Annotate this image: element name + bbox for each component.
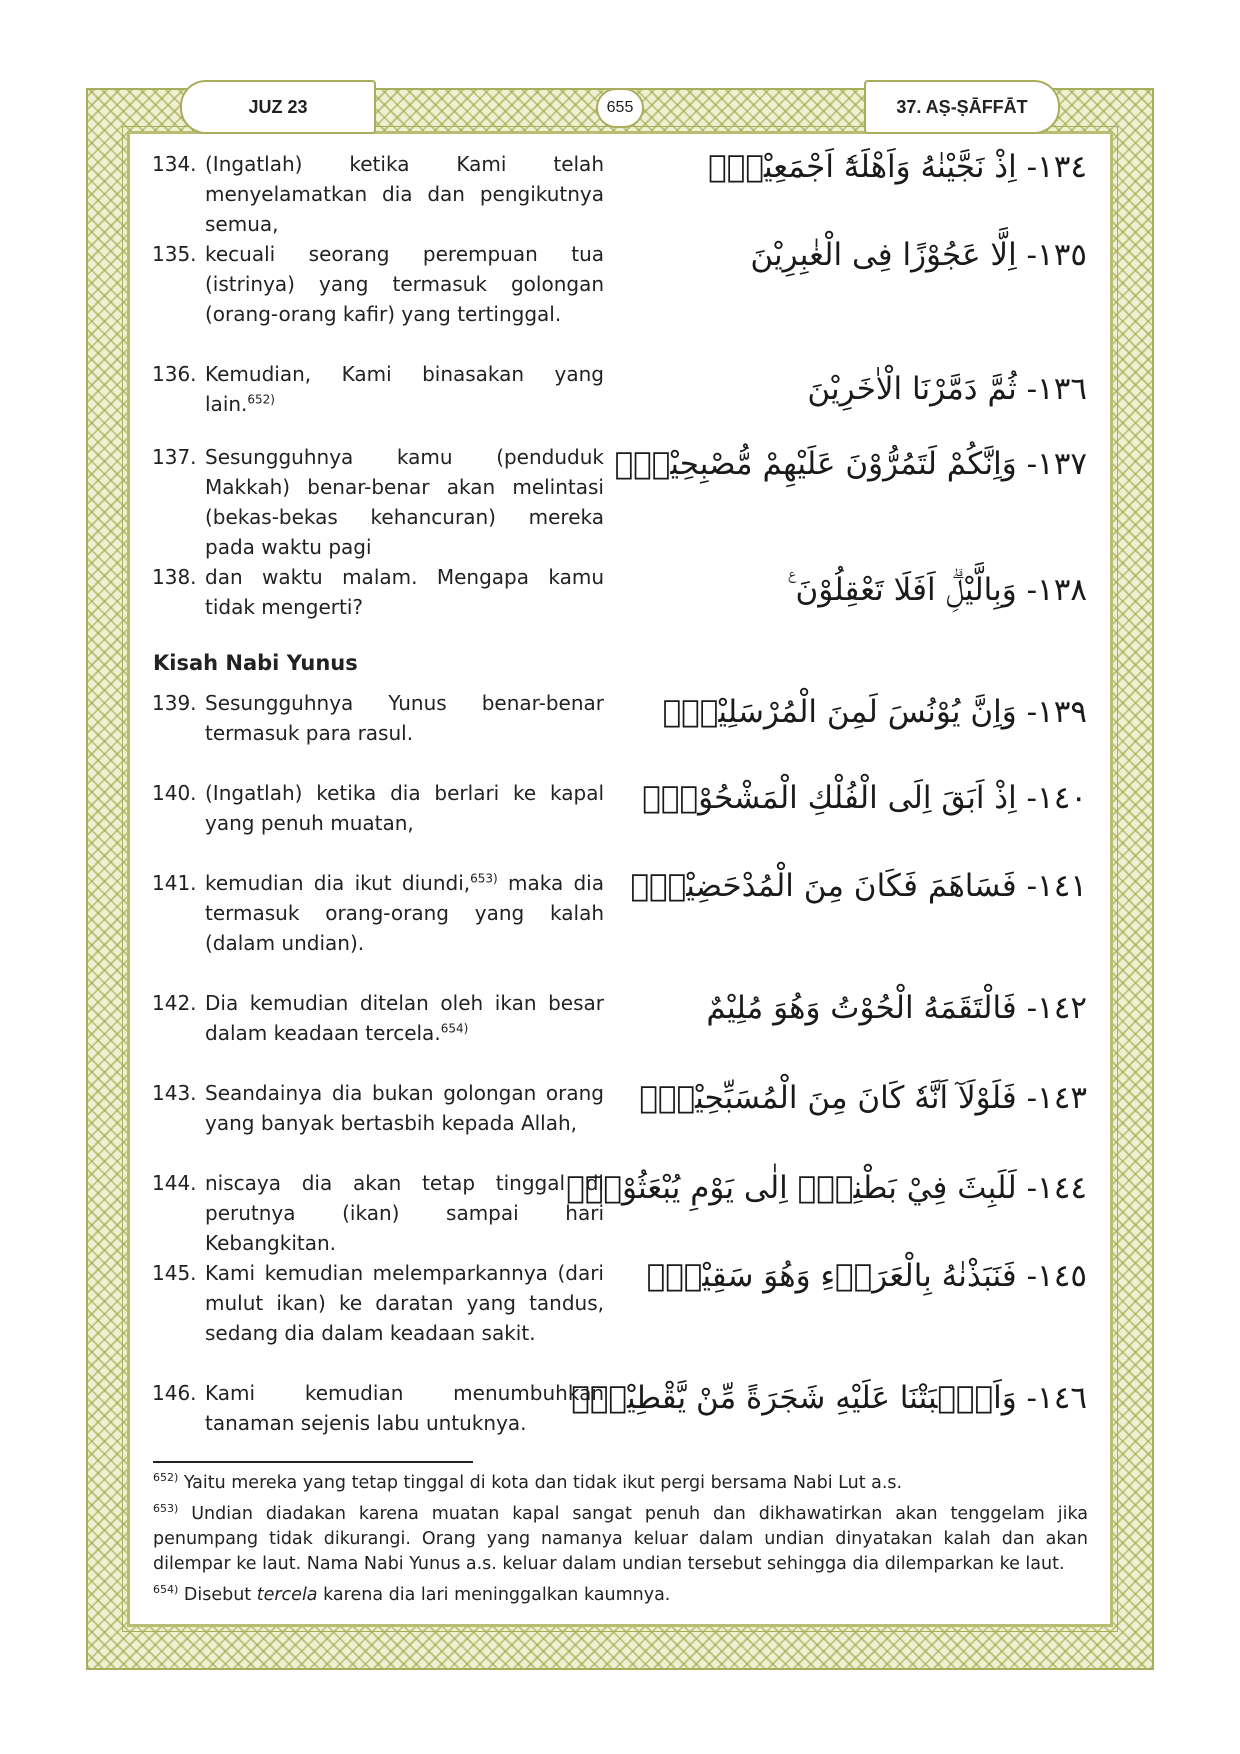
verse-translation: [152, 688, 604, 748]
verse-number: 140.: [152, 781, 197, 805]
verse-number: 138.: [152, 565, 197, 589]
verse-text: Sesungguhnya Yunus benar-benar termasuk para rasul.: [205, 691, 604, 745]
verse-number: 137.: [152, 445, 197, 469]
verse-translation: [152, 1258, 604, 1348]
arabic-verse: ١٣٨- وَبِالَّيْلِۗ اَفَلَا تَعْقِلُوْنَ ࣖ: [787, 572, 1087, 608]
verse-number: 145.: [152, 1261, 197, 1285]
verse-translation: [152, 442, 604, 562]
verse-translation: [152, 562, 604, 622]
verse-translation: [152, 868, 604, 958]
arabic-verse: ١٤٥- فَنَبَذْنٰهُ بِالْعَرَاۤءِ وَهُوَ سَقِيْمٌۚ: [646, 1258, 1087, 1294]
verse-text-continued: maka dia termasuk orang-orang yang kalah (dalam undian).: [205, 871, 604, 955]
footnote-654: [153, 1583, 1088, 1608]
verse-translation: [152, 1168, 604, 1258]
verse-number: 142.: [152, 991, 197, 1015]
section-heading: Kisah Nabi Yunus: [153, 651, 358, 675]
footnote-number: 654): [153, 1583, 179, 1597]
footnote-text-continued: karena dia lari meninggalkan kaumnya.: [317, 1585, 671, 1605]
verse-text: (Ingatlah) ketika dia berlari ke kapal yang penuh muatan,: [205, 781, 604, 835]
verse-number: 134.: [152, 152, 197, 176]
verse-number: 143.: [152, 1081, 197, 1105]
verse-translation: [152, 778, 604, 838]
juz-label: JUZ 23: [180, 80, 376, 134]
page-number: 655: [596, 88, 644, 128]
verse-number: 146.: [152, 1381, 197, 1405]
arabic-verse: ١٤١- فَسَاهَمَ فَكَانَ مِنَ الْمُدْحَضِيْنَۚ: [630, 868, 1087, 904]
arabic-verse: ١٣٩- وَاِنَّ يُوْنُسَ لَمِنَ الْمُرْسَلِيْنَۗ: [662, 694, 1087, 730]
verse-translation: [152, 1078, 604, 1138]
footnote-emphasis: tercela: [256, 1585, 318, 1605]
verse-number: 135.: [152, 242, 197, 266]
arabic-verse: ١٣٥- اِلَّا عَجُوْزًا فِى الْغٰبِرِيْنَ: [750, 237, 1087, 273]
footnote-number: 653): [153, 1502, 179, 1516]
footnote-text: Undian diadakan karena muatan kapal sangat penuh dan dikhawatirkan akan tenggelam jika penumpang tidak dikurangi. Orang yang namanya keluar dalam undian dinyatakan kalah dan akan dilempar ke laut. Nama Nabi Yunus a.s. keluar dalam undian tersebut sehingga dia dilemparkan ke laut.: [153, 1504, 1088, 1574]
verse-text: dan waktu malam. Mengapa kamu tidak mengerti?: [205, 565, 604, 619]
verse-translation: [152, 359, 604, 419]
arabic-verse: ١٤٠- اِذْ اَبَقَ اِلَى الْفُلْكِ الْمَشْحُوْنِۙ: [642, 780, 1087, 816]
verse-translation: [152, 988, 604, 1048]
arabic-verse: ١٤٤- لَلَبِثَ فِيْ بَطْنِهٖٓ اِلٰى يَوْمِ يُبْعَثُوْنَۚ: [566, 1170, 1087, 1206]
footnote-ref: 654): [440, 1021, 469, 1036]
footnote-number: 652): [153, 1471, 179, 1485]
verse-text: (Ingatlah) ketika Kami telah menyelamatkan dia dan pengikutnya semua,: [205, 152, 604, 236]
footnote-text: Yaitu mereka yang tetap tinggal di kota dan tidak ikut pergi bersama Nabi Lut a.s.: [183, 1473, 903, 1493]
arabic-verse: ١٣٧- وَاِنَّكُمْ لَتَمُرُّوْنَ عَلَيْهِمْ مُّصْبِحِيْنَۙ: [614, 446, 1087, 482]
verse-translation: [152, 239, 604, 329]
verse-text: kemudian dia ikut diundi,: [205, 871, 471, 895]
footnote-652: [153, 1471, 1088, 1496]
verse-number: 141.: [152, 871, 197, 895]
verse-number: 144.: [152, 1171, 197, 1195]
footnote-ref: 652): [247, 392, 275, 407]
verse-translation: [152, 1378, 604, 1438]
footnote-text: Disebut: [183, 1585, 257, 1605]
arabic-verse: ١٣٦- ثُمَّ دَمَّرْنَا الْاٰخَرِيْنَ: [807, 371, 1087, 407]
verse-translation: [152, 149, 604, 239]
verse-number: 139.: [152, 691, 197, 715]
arabic-verse: ١٣٤- اِذْ نَجَّيْنٰهُ وَاَهْلَهٗٓ اَجْمَعِيْنَۙ: [708, 149, 1087, 185]
footnote-divider: [153, 1461, 473, 1463]
footnote-ref: 653): [470, 871, 498, 886]
verse-text: Kami kemudian melemparkannya (dari mulut ikan) ke daratan yang tandus, sedang dia dalam keadaan sakit.: [205, 1261, 604, 1345]
footnote-653: [153, 1502, 1088, 1577]
surah-label: 37. AṢ-ṢĀFFĀT: [864, 80, 1060, 134]
verse-text: kecuali seorang perempuan tua (istrinya) yang termasuk golongan (orang-orang kafir) yang tertinggal.: [205, 242, 604, 326]
verse-text: Seandainya dia bukan golongan orang yang banyak bertasbih kepada Allah,: [205, 1081, 604, 1135]
verse-text: Kami kemudian menumbuhkan tanaman sejenis labu untuknya.: [205, 1381, 604, 1435]
verse-number: 136.: [152, 362, 197, 386]
arabic-verse: ١٤٢- فَالْتَقَمَهُ الْحُوْتُ وَهُوَ مُلِيْمٌ: [706, 990, 1087, 1026]
arabic-verse: ١٤٣- فَلَوْلَآ اَنَّهٗ كَانَ مِنَ الْمُسَبِّحِيْنَۙ: [639, 1080, 1087, 1116]
arabic-verse: ١٤٦- وَاَنْۢبَتْنَا عَلَيْهِ شَجَرَةً مِّنْ يَّقْطِيْنٍۚ: [571, 1380, 1087, 1416]
verse-text: Kemudian, Kami binasakan yang lain.: [205, 362, 604, 416]
verse-text: niscaya dia akan tetap tinggal di perutnya (ikan) sampai hari Kebangkitan.: [205, 1171, 604, 1255]
verse-text: Dia kemudian ditelan oleh ikan besar dalam keadaan tercela.: [205, 991, 604, 1045]
verse-text: Sesungguhnya kamu (penduduk Makkah) benar-benar akan melintasi (bekas-bekas kehancuran) mereka pada waktu pagi: [205, 445, 604, 559]
